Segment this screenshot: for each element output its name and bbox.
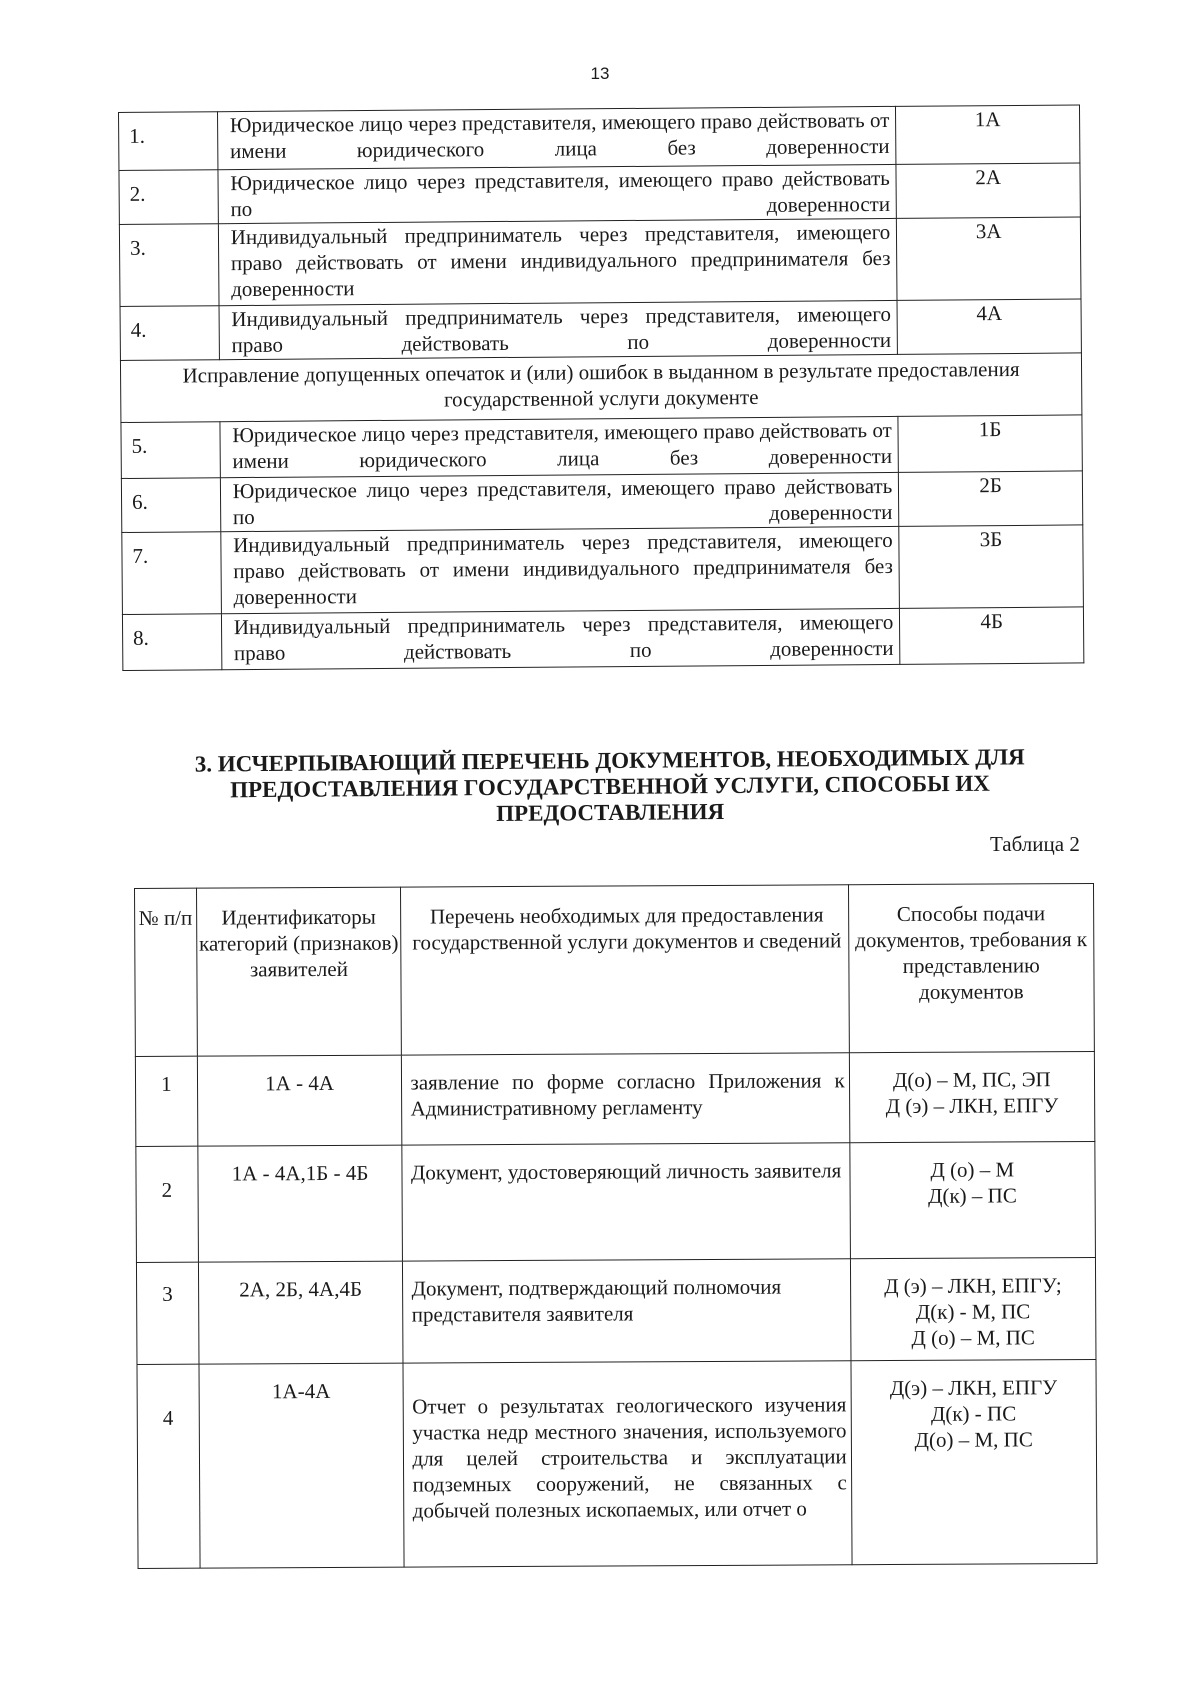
applicant-categories-table — [118, 104, 1084, 671]
row-number: 4 — [137, 1364, 200, 1568]
method-line: Д(к) - М, ПС — [915, 1299, 1031, 1324]
section-heading: 3. ИСЧЕРПЫВАЮЩИЙ ПЕРЕЧЕНЬ ДОКУМЕНТОВ, НЕОБХОДИМЫХ ДЛЯ ПРЕДОСТАВЛЕНИЯ ГОСУДАРСТВЕННОЙ УСЛУГИ, СПОСОБЫ ИХ ПРЕДОСТАВЛЕНИЯ — [194, 744, 1025, 826]
header-docs: Перечень необходимых для предоставления государственной услуги документов и сведений — [401, 885, 849, 1055]
row-code: 2Б — [899, 471, 1083, 526]
row-description: Юридическое лицо через представителя, имеющего право действовать от имени юридического лица без доверенности — [217, 106, 896, 169]
row-code: 2А — [896, 163, 1080, 218]
row-number: 2 — [136, 1146, 198, 1262]
row-document: Отчет о результатах геологического изучения участка недр местного значения, используемого для целей строительства и эксплуатации подземных сооружений, не связанных с добычей полезных ископаемых, или отчет о — [403, 1361, 851, 1567]
method-line: Д(о) – М, ПС — [914, 1427, 1033, 1452]
table-row — [122, 525, 1084, 615]
row-methods — [850, 1141, 1096, 1258]
method-line: Д(о) – М, ПС, ЭП — [892, 1067, 1051, 1093]
row-code: 1А — [896, 105, 1080, 164]
row-number: 6. — [121, 478, 220, 533]
row-description: Индивидуальный предприниматель через представителя, имеющего право действовать от имени индивидуального предпринимателя без доверенности — [221, 526, 900, 613]
row-code: 4Б — [900, 607, 1084, 664]
row-ids: 1А - 4А — [197, 1055, 402, 1146]
header-num: № п/п — [135, 888, 197, 1056]
table-row — [119, 105, 1080, 171]
row-number: 2. — [119, 170, 218, 225]
row-methods — [849, 1051, 1095, 1142]
row-number: 4. — [120, 306, 219, 361]
row-document: Документ, удостоверяющий личность заявителя — [402, 1143, 850, 1261]
method-line: Д(э) – ЛКН, ЕПГУ — [889, 1375, 1058, 1401]
method-line: Д(к) – ПС — [928, 1183, 1017, 1208]
section-title: Исправление допущенных опечаток и (или) ошибок в выданном в результате предоставления государственной услуги документе — [120, 353, 1081, 423]
method-line: Д (о) – М, ПС — [911, 1325, 1035, 1350]
row-code: 1Б — [898, 415, 1082, 472]
method-line: Д (о) – М — [930, 1157, 1015, 1182]
table-label: Таблица 2 — [990, 832, 1080, 856]
row-ids: 1А - 4А,1Б - 4Б — [197, 1145, 403, 1262]
table-row — [119, 217, 1081, 307]
method-line: Д(к) - ПС — [930, 1401, 1017, 1426]
section-row — [120, 353, 1081, 423]
table-row — [136, 1257, 1096, 1364]
header-ids: Идентификаторы категорий (признаков) заявителей — [196, 887, 402, 1056]
row-methods — [850, 1257, 1096, 1360]
row-code: 3А — [897, 217, 1081, 300]
table-row — [137, 1359, 1097, 1568]
header-methods: Способы подачи документов, требования к представлению документов — [848, 883, 1094, 1052]
row-description: Юридическое лицо через представителя, имеющего право действовать от имени юридического лица без доверенности — [220, 416, 899, 477]
row-description: Юридическое лицо через представителя, имеющего право действовать по доверенности — [218, 164, 897, 223]
row-document: заявление по форме согласно Приложения к Административному регламенту — [402, 1053, 850, 1145]
row-ids: 1А-4А — [199, 1363, 405, 1568]
row-number: 7. — [122, 532, 221, 615]
table-row — [121, 471, 1082, 533]
row-description: Юридическое лицо через представителя, имеющего право действовать по доверенности — [220, 472, 899, 531]
row-number: 1. — [119, 112, 218, 171]
documents-table — [134, 883, 1098, 1569]
row-number: 8. — [122, 614, 221, 671]
row-number: 1 — [135, 1056, 197, 1146]
row-code: 3Б — [899, 525, 1083, 608]
row-description: Индивидуальный предприниматель через представителя, имеющего право действовать по доверенности — [221, 608, 900, 669]
method-line: Д (э) – ЛКН, ЕПГУ — [885, 1093, 1059, 1119]
table-row — [135, 1051, 1094, 1146]
table-row — [121, 415, 1082, 479]
table-row — [119, 163, 1080, 225]
table-row — [122, 607, 1083, 671]
row-description: Индивидуальный предприниматель через представителя, имеющего право действовать по доверенности — [219, 300, 898, 359]
header-row — [135, 883, 1095, 1056]
row-ids: 2А, 2Б, 4А,4Б — [198, 1261, 403, 1364]
row-number: 5. — [121, 422, 220, 479]
method-line: Д (э) – ЛКН, ЕПГУ; — [884, 1273, 1062, 1299]
row-document: Документ, подтверждающий полномочия представителя заявителя — [403, 1259, 851, 1363]
row-code: 4А — [897, 299, 1081, 354]
row-methods — [851, 1359, 1097, 1564]
page-number: 13 — [590, 64, 610, 83]
table-row — [136, 1141, 1096, 1262]
row-number: 3 — [136, 1262, 198, 1364]
row-description: Индивидуальный предприниматель через представителя, имеющего право действовать от имени индивидуального предпринимателя без доверенности — [218, 218, 897, 305]
table-row — [120, 299, 1081, 361]
row-number: 3. — [119, 224, 218, 307]
